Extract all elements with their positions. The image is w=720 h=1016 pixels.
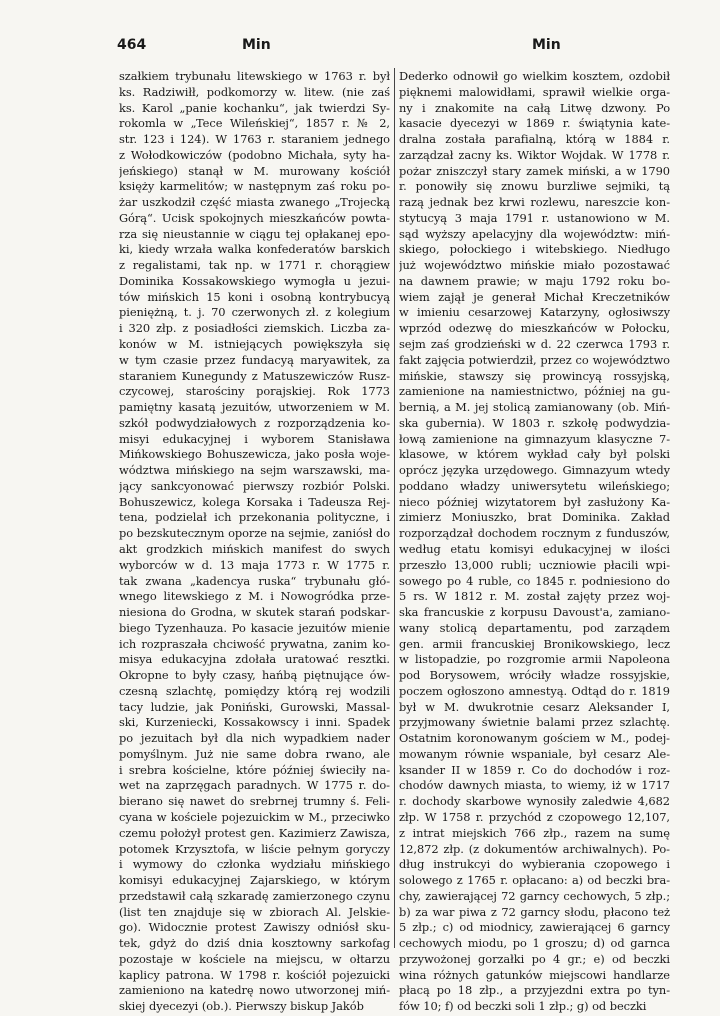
- text-line: komisyi edukacyjnej Zajarskiego, w którym: [119, 873, 390, 888]
- text-line: pomyślnym. Już nie same dobra rwano, ale: [119, 746, 390, 761]
- text-line: przeszło 13,000 rubli; uczniowie płacili wpi-: [399, 557, 670, 572]
- text-line: po bezskutecznym oporze na sejmie, zaniósł do: [119, 526, 390, 541]
- text-line: dralna została parafialną, którą w 1884 r.: [399, 132, 670, 147]
- running-header: [0, 37, 720, 57]
- text-line: razą jednak bez krwi rozlewu, nareszcie kon-: [399, 195, 670, 210]
- text-line: kasacie dyecezyi w 1869 r. świątynia kate-: [399, 116, 670, 131]
- text-line: gen. armii francuskiej Bronikowskiego, lecz: [399, 636, 670, 651]
- text-line: pożar zniszczył stary zamek miński, a w 1790: [399, 163, 670, 178]
- text-line: ki, kiedy wrzała walka konfederatów barskich: [119, 242, 390, 257]
- text-line: akt grodzkich mińskich manifest do swych: [119, 541, 390, 556]
- text-line: rokomla w „Tece Wileńskiej“, 1857 r. № 2,: [119, 116, 390, 131]
- text-line: pod Borysowem, wróciły władze rossyjskie,: [399, 668, 670, 683]
- text-line: ich rozpraszała chciwość prywatna, zanim ko-: [119, 636, 390, 651]
- text-line: misya edukacyjna zdołała uratować resztki.: [119, 652, 390, 667]
- text-line: wyborców w d. 13 maja 1773 r. W 1775 r.: [119, 557, 390, 572]
- text-line: cechowych miodu, po 1 groszu; d) od garnca: [399, 936, 670, 951]
- text-line: ks. Radziwiłł, podkomorzy w. litew. (nie zaś: [119, 84, 390, 99]
- running-head-right: Min: [532, 37, 561, 53]
- text-line: r. dochody skarbowe wynosiły zaledwie 4,682: [399, 794, 670, 809]
- text-line: fakt zajęcia potwierdził, przez co województwo: [399, 352, 670, 367]
- text-line: chodów dawnych miasta, to wiemy, iż w 1717: [399, 778, 670, 793]
- text-line: go). Widocznie protest Zawiszy odniósł sku-: [119, 920, 390, 935]
- text-line: jący sankcyonować pierwszy rozbiór Polski.: [119, 478, 390, 493]
- text-line: Dominika Kossakowskiego wymogła u jezui-: [119, 273, 390, 288]
- text-line: r. ponowiły się znowu burzliwe sejmiki, tą: [399, 179, 670, 194]
- text-line: ski, Kurzeniecki, Kossakowscy i inni. Spadek: [119, 715, 390, 730]
- text-line: łową zamienione na gimnazyum klasyczne 7-: [399, 431, 670, 446]
- text-line: wet na zaprzęgach paradnych. W 1775 r. do-: [119, 778, 390, 793]
- text-line: wprzód odezwę do mieszkańców w Połocku,: [399, 321, 670, 336]
- text-line: skiej dyecezyi (ob.). Pierwszy biskup Jakób: [119, 999, 364, 1014]
- text-line: klasowe, w którem wykład cały był polski: [399, 447, 670, 462]
- text-line: kaplicy patrona. W 1798 r. kościół pojezuicki: [119, 967, 390, 982]
- text-line: b) za war piwa z 72 garncy słodu, płacono też: [399, 904, 670, 919]
- text-line: czesną szlachtę, pomiędzy którą rej wodzili: [119, 683, 390, 698]
- text-line: jeńskiego) stanął w M. murowany kościół: [119, 163, 390, 178]
- text-line: (list ten znajduje się w zbiorach Al. Jelskie-: [119, 904, 390, 919]
- text-line: i 320 złp. z posiadłości ziemskich. Liczba za-: [119, 321, 390, 336]
- text-line: już województwo mińskie miało pozostawać: [399, 258, 670, 273]
- text-line: księży karmelitów; w następnym zaś roku po-: [119, 179, 390, 194]
- text-line: rza się nieustannie w ciągu tej opłakanej epo-: [119, 226, 390, 241]
- text-line: zamieniono na katedrę nowo utworzonej miń-: [119, 983, 390, 998]
- text-line: Ostatnim koronowanym gościem w M., podej-: [399, 731, 670, 746]
- text-line: pamiętny kasatą jezuitów, utworzeniem w M.: [119, 400, 390, 415]
- text-line: wnego litewskiego z M. i Nowogródka prze-: [119, 589, 390, 604]
- text-line: staraniem Kunegundy z Matuszewiczów Rusz-: [119, 368, 390, 383]
- text-line: na dawnem prawie; w maju 1792 roku bo-: [399, 273, 670, 288]
- text-line: z intrat miejskich 766 złp., razem na sumę: [399, 825, 670, 840]
- text-line: przyjmowany świetnie balami przez szlachtę.: [399, 715, 670, 730]
- text-line: Górą“. Ucisk spokojnych mieszkańców powta-: [119, 210, 390, 225]
- text-line: nieco później wizytatorem był zasłużony Ka-: [399, 494, 670, 509]
- text-line: mowanym równie wspaniale, był cesarz Ale-: [399, 746, 670, 761]
- text-line: zarządzał zacny ks. Wiktor Wojdak. W 1778 r.: [399, 147, 670, 162]
- text-line: Mińkowskiego Bohuszewicza, jako posła woje-: [119, 447, 390, 462]
- text-line: tacy ludzie, jak Poniński, Gurowski, Massal-: [119, 699, 390, 714]
- text-line: zimierz Moniuszko, brat Dominika. Zakład: [399, 510, 670, 525]
- text-line: pięknemi malowidłami, sprawił wielkie orga-: [399, 84, 670, 99]
- text-line: poddano władzy uniwersytetu wileńskiego;: [399, 478, 670, 493]
- text-line: tak zwana „kadencya ruska“ trybunału głó-: [119, 573, 390, 588]
- text-line: po jezuitach był dla nich wypadkiem nader: [119, 731, 390, 746]
- text-line: rozporządzał dochodem rocznym z funduszów,: [399, 526, 670, 541]
- text-line: konów w M. istniejących powiększyła się: [119, 337, 390, 352]
- text-line: wództwa mińskiego na sejm warszawski, ma-: [119, 463, 390, 478]
- column-divider: [394, 68, 395, 948]
- text-line: dług instrukcyi do wybierania czopowego i: [399, 857, 670, 872]
- text-line: i srebra kościelne, które później świeciły na-: [119, 762, 390, 777]
- text-line: wany stolicą departamentu, pod zarządem: [399, 620, 670, 635]
- text-line: bierano się nawet do srebrnej trumny ś. Feli-: [119, 794, 390, 809]
- text-line: ny i znakomite na całą Litwę dzwony. Po: [399, 100, 670, 115]
- text-line: szkół podwydziałowych z rozporządzenia ko-: [119, 415, 390, 430]
- text-line: sejm zaś grodzieński w d. 22 czerwca 1793 r.: [399, 337, 670, 352]
- text-line: 5 rs. W 1812 r. M. został zajęty przez woj-: [399, 589, 670, 604]
- text-line: czycowej, starościny porajskiej. Rok 1773: [119, 384, 390, 399]
- text-line: ks. Karol „panie kochanku“, jak twierdzi Sy-: [119, 100, 390, 115]
- text-line: stytucyą 3 maja 1791 r. ustanowiono w M.: [399, 210, 670, 225]
- text-line: fów 10; f) od beczki soli 1 złp.; g) od beczki: [399, 999, 647, 1014]
- text-line: ska gubernia). W 1803 r. szkołę podwydzia-: [399, 415, 670, 430]
- text-line: tena, podzielał ich przekonania polityczne, i: [119, 510, 390, 525]
- text-line: 5 złp.; c) od miodnicy, zawierającej 6 garncy: [399, 920, 670, 935]
- text-line: chy, zawierającej 72 garncy cechowych, 5 złp.;: [399, 888, 670, 903]
- text-line: płacą po 18 złp., a przyjezdni extra po tyn-: [399, 983, 670, 998]
- text-line: niesiona do Grodna, w skutek starań podskar-: [119, 605, 390, 620]
- running-head-left: Min: [242, 37, 271, 53]
- text-line: złp. W 1758 r. przychód z czopowego 12,107,: [399, 809, 670, 824]
- text-line: wiem zajął je generał Michał Kreczetników: [399, 289, 670, 304]
- text-line: mińskie, stawszy się prowincyą rossyjską,: [399, 368, 670, 383]
- text-line: Okropne to były czasy, hańbą piętnujące ów-: [119, 668, 390, 683]
- text-line: w imieniu cesarzowej Katarzyny, ogłosiwszy: [399, 305, 670, 320]
- text-line: przywożonej gorzałki po 4 gr.; e) od beczki: [399, 951, 670, 966]
- text-line: z regalistami, tak np. w 1771 r. chorągiew: [119, 258, 390, 273]
- text-line: tów mińskich 15 koni i osobną kontrybucyą: [119, 289, 390, 304]
- text-line: oprócz języka urzędowego. Gimnazyum wtedy: [399, 463, 670, 478]
- text-line: tek, gdyż do dziś dnia kosztowny sarkofag: [119, 936, 390, 951]
- text-line: zamienione na namiestnictwo, później na gu-: [399, 384, 670, 399]
- text-line: potomek Krzysztofa, w liście pełnym goryczy: [119, 841, 390, 856]
- text-line: i wymowy do członka wydziału mińskiego: [119, 857, 390, 872]
- text-line: cyana w kościele pojezuickim w M., przeciwko: [119, 809, 390, 824]
- page-number: 464: [117, 37, 147, 53]
- text-line: wina różnych gatunków miejscowi handlarze: [399, 967, 670, 982]
- text-line: ska francuskie z korpusu Davoust'a, zamiano-: [399, 605, 670, 620]
- text-line: bernią, a M. jej stolicą zamianowany (ob. Miń-: [399, 400, 670, 415]
- text-line: według etatu komisyi edukacyjnej w ilości: [399, 541, 670, 556]
- text-line: skiego, połockiego i witebskiego. Niedługo: [399, 242, 670, 257]
- text-line: pieniężną, t. j. 70 czerwonych zł. z kolegium: [119, 305, 390, 320]
- text-line: w tym czasie przez fundacyą maryawitek, za: [119, 352, 390, 367]
- text-line: przedstawił całą szkaradę zamierzonego czynu: [119, 888, 390, 903]
- text-line: Bohuszewicz, kolega Korsaka i Tadeusza Rej-: [119, 494, 390, 509]
- text-line: poczem ogłoszono amnestyą. Odtąd do r. 1819: [399, 683, 670, 698]
- text-line: misyi edukacyjnej i wyborem Stanisława: [119, 431, 390, 446]
- text-line: solowego z 1765 r. opłacano: a) od beczki bra-: [399, 873, 670, 888]
- text-line: z Wołodkowiczów (podobno Michała, syty ha-: [119, 147, 390, 162]
- text-line: szałkiem trybunału litewskiego w 1763 r. był: [119, 69, 390, 83]
- text-line: Dederko odnowił go wielkim kosztem, ozdobił: [399, 69, 670, 83]
- text-line: sąd wyższy apelacyjny dla województw: miń-: [399, 226, 670, 241]
- text-line: sowego po 4 ruble, co 1845 r. podniesiono do: [399, 573, 670, 588]
- text-line: pozostaje w kościele na miejscu, w ołtarzu: [119, 951, 390, 966]
- text-line: czemu położył protest gen. Kazimierz Zawisza,: [119, 825, 390, 840]
- left-text-column: [119, 69, 390, 1015]
- text-line: str. 123 i 124). W 1763 r. staraniem jednego: [119, 132, 390, 147]
- right-text-column: [399, 69, 670, 1015]
- text-line: był w M. dwukrotnie cesarz Aleksander I,: [399, 699, 670, 714]
- text-line: 12,872 złp. (z dokumentów archiwalnych). Po-: [399, 841, 670, 856]
- text-line: żar uszkodził część miasta zwanego „Trojecką: [119, 195, 390, 210]
- text-line: w listopadzie, po rozgromie armii Napoleona: [399, 652, 670, 667]
- text-line: biego Tyzenhauza. Po kasacie jezuitów mienie: [119, 620, 390, 635]
- text-line: ksander II w 1859 r. Co do dochodów i roz-: [399, 762, 670, 777]
